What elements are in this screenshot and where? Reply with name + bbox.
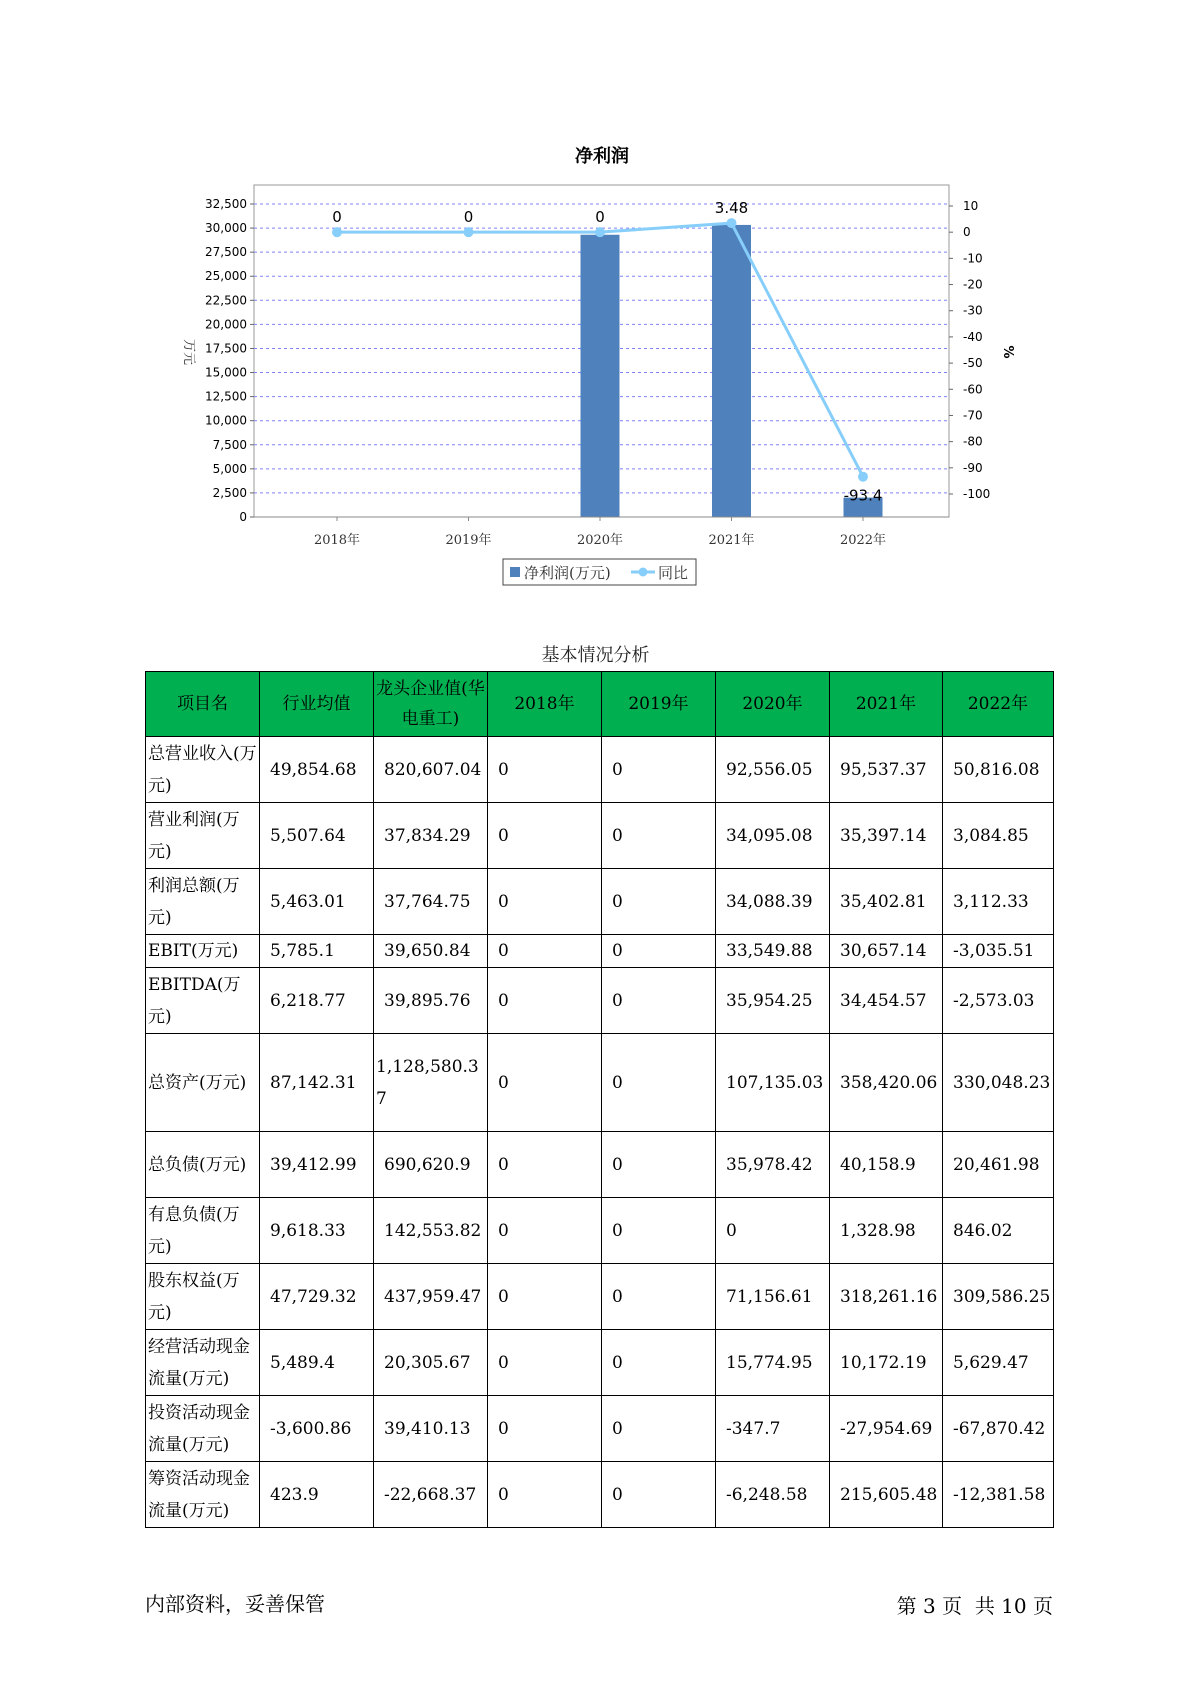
table-cell: 846.02	[943, 1198, 1054, 1264]
table-cell: 0	[716, 1198, 830, 1264]
right-tick-label: -40	[963, 329, 983, 344]
header-2020: 2020年	[716, 672, 830, 737]
table-cell: 1,128,580.37	[374, 1034, 488, 1132]
table-cell: 6,218.77	[260, 968, 374, 1034]
left-tick-label: 2,500	[212, 485, 247, 500]
table-row	[146, 1132, 1054, 1198]
table-cell: 0	[488, 1330, 602, 1396]
x-tick-label: 2020年	[576, 533, 624, 548]
table-cell: 40,158.9	[830, 1132, 943, 1198]
table-header-row	[146, 672, 1054, 737]
table-cell: 5,507.64	[260, 803, 374, 869]
row-label-cell: 股东权益(万元)	[146, 1264, 260, 1330]
basic-analysis-table	[145, 671, 1054, 1528]
table-row	[146, 1396, 1054, 1462]
table-cell: 0	[488, 737, 602, 803]
table-cell: 87,142.31	[260, 1034, 374, 1132]
table-row	[146, 869, 1054, 935]
table-cell: 71,156.61	[716, 1264, 830, 1330]
table-cell: 437,959.47	[374, 1264, 488, 1330]
left-tick-label: 5,000	[212, 461, 247, 476]
table-cell: 37,834.29	[374, 803, 488, 869]
table-cell: 142,553.82	[374, 1198, 488, 1264]
table-cell: 39,410.13	[374, 1396, 488, 1462]
table-cell: 0	[488, 803, 602, 869]
header-2019: 2019年	[602, 672, 716, 737]
yoy-data-label: 0	[463, 208, 474, 227]
legend-bar-swatch	[510, 567, 520, 577]
table-cell: 20,461.98	[943, 1132, 1054, 1198]
right-tick-label: -30	[963, 303, 983, 318]
legend-line-label: 同比	[658, 564, 689, 582]
table-cell: 0	[602, 935, 716, 968]
footer-page-number: 第 3 页 共 10 页	[896, 1594, 1053, 1618]
table-cell: -27,954.69	[830, 1396, 943, 1462]
table-cell: -2,573.03	[943, 968, 1054, 1034]
right-axis-ticks	[949, 199, 990, 501]
table-cell: 0	[488, 869, 602, 935]
table-row	[146, 968, 1054, 1034]
row-label-cell: 利润总额(万元)	[146, 869, 260, 935]
left-tick-label: 12,500	[205, 389, 247, 404]
table-cell: 0	[488, 935, 602, 968]
table-cell: 0	[602, 1264, 716, 1330]
left-tick-label: 30,000	[205, 221, 247, 236]
table-cell: 0	[602, 803, 716, 869]
bar	[712, 225, 751, 517]
right-tick-label: -100	[963, 487, 991, 501]
table-body	[146, 737, 1054, 1528]
table-cell: 690,620.9	[374, 1132, 488, 1198]
table-cell: -3,600.86	[260, 1396, 374, 1462]
table-cell: 0	[488, 1264, 602, 1330]
table-cell: 35,954.25	[716, 968, 830, 1034]
table-cell: 50,816.08	[943, 737, 1054, 803]
table-cell: 47,729.32	[260, 1264, 374, 1330]
table-cell: 0	[488, 1462, 602, 1528]
table-cell: 0	[602, 1462, 716, 1528]
table-cell: 423.9	[260, 1462, 374, 1528]
table-cell: 215,605.48	[830, 1462, 943, 1528]
table-cell: 35,397.14	[830, 803, 943, 869]
right-tick-label: -10	[963, 251, 983, 266]
right-axis-label: %	[1000, 345, 1015, 359]
row-label-cell: 总营业收入(万元)	[146, 737, 260, 803]
table-cell: 0	[602, 1034, 716, 1132]
table-cell: 0	[488, 1132, 602, 1198]
left-tick-label: 27,500	[205, 245, 247, 260]
table-cell: 49,854.68	[260, 737, 374, 803]
table-cell: 15,774.95	[716, 1330, 830, 1396]
right-tick-label: -60	[963, 382, 983, 397]
table-cell: 318,261.16	[830, 1264, 943, 1330]
yoy-data-label: 0	[595, 208, 605, 227]
table-cell: 5,629.47	[943, 1330, 1054, 1396]
table-cell: 39,412.99	[260, 1132, 374, 1198]
header-leader-value: 龙头企业值(华电重工)	[374, 672, 488, 737]
left-tick-label: 0	[239, 510, 247, 524]
table-cell: 0	[602, 968, 716, 1034]
table-cell: 30,657.14	[830, 935, 943, 968]
left-tick-label: 7,500	[212, 437, 247, 452]
right-tick-label: -90	[963, 460, 983, 475]
table-cell: 9,618.33	[260, 1198, 374, 1264]
table-cell: 95,537.37	[830, 737, 943, 803]
table-cell: 0	[488, 1034, 602, 1132]
row-label-cell: EBITDA(万元)	[146, 968, 260, 1034]
table-cell: 3,084.85	[943, 803, 1054, 869]
left-axis-label: 万元	[181, 338, 196, 366]
table-cell: 0	[602, 1330, 716, 1396]
left-tick-label: 20,000	[205, 317, 247, 332]
right-tick-label: -50	[963, 356, 983, 371]
x-tick-label: 2019年	[445, 533, 492, 548]
yoy-data-label: -93.4	[843, 486, 883, 505]
table-row	[146, 803, 1054, 869]
table-cell: 35,402.81	[830, 869, 943, 935]
table-cell: 5,489.4	[260, 1330, 374, 1396]
yoy-data-label: 0	[332, 208, 342, 227]
right-tick-label: -20	[963, 277, 983, 292]
left-tick-label: 25,000	[205, 269, 247, 284]
left-axis-ticks	[205, 197, 254, 524]
table-cell: 33,549.88	[716, 935, 830, 968]
table-row	[146, 1198, 1054, 1264]
table-row	[146, 737, 1054, 803]
table-cell: -347.7	[716, 1396, 830, 1462]
table-cell: 0	[602, 737, 716, 803]
row-label-cell: 投资活动现金流量(万元)	[146, 1396, 260, 1462]
table-cell: 39,650.84	[374, 935, 488, 968]
yoy-point	[858, 472, 868, 482]
table-cell: 92,556.05	[716, 737, 830, 803]
row-label-cell: 经营活动现金流量(万元)	[146, 1330, 260, 1396]
table-cell: -12,381.58	[943, 1462, 1054, 1528]
row-label-cell: 总负债(万元)	[146, 1132, 260, 1198]
table-cell: 0	[488, 968, 602, 1034]
table-cell: 0	[602, 1198, 716, 1264]
right-tick-label: -80	[963, 434, 983, 449]
table-cell: 0	[602, 1132, 716, 1198]
table-cell: 309,586.25	[943, 1264, 1054, 1330]
table-cell: 35,978.42	[716, 1132, 830, 1198]
table-cell: 37,764.75	[374, 869, 488, 935]
header-2021: 2021年	[830, 672, 943, 737]
table-cell: 330,048.23	[943, 1034, 1054, 1132]
table-row	[146, 1462, 1054, 1528]
table-caption: 基本情况分析	[541, 645, 650, 666]
right-tick-label: -70	[963, 408, 983, 423]
right-tick-label: 10	[963, 199, 979, 213]
table-cell: 5,463.01	[260, 869, 374, 935]
table-cell: 0	[488, 1198, 602, 1264]
net-profit-chart	[0, 0, 1191, 600]
left-tick-label: 22,500	[205, 293, 247, 308]
bar	[581, 235, 620, 517]
table-cell: 34,095.08	[716, 803, 830, 869]
table-row	[146, 1264, 1054, 1330]
table-cell: 10,172.19	[830, 1330, 943, 1396]
x-tick-label: 2018年	[313, 533, 361, 548]
table-cell: 20,305.67	[374, 1330, 488, 1396]
header-2018: 2018年	[488, 672, 602, 737]
table-cell: 0	[602, 869, 716, 935]
table-row	[146, 935, 1054, 968]
table-cell: 358,420.06	[830, 1034, 943, 1132]
table-cell: 34,088.39	[716, 869, 830, 935]
category-axis	[254, 517, 949, 548]
x-tick-label: 2021年	[708, 533, 755, 548]
table-row	[146, 1034, 1054, 1132]
chart-legend	[503, 559, 696, 585]
table-cell: -3,035.51	[943, 935, 1054, 968]
left-tick-label: 15,000	[205, 365, 247, 380]
table-cell: 5,785.1	[260, 935, 374, 968]
yoy-point	[595, 227, 605, 237]
left-tick-label: 32,500	[205, 197, 247, 211]
table-cell: 0	[602, 1396, 716, 1462]
table-cell: 820,607.04	[374, 737, 488, 803]
table-cell: 3,112.33	[943, 869, 1054, 935]
yoy-point	[464, 227, 474, 237]
x-tick-label: 2022年	[839, 533, 887, 548]
left-tick-label: 10,000	[205, 413, 247, 428]
legend-bar-label: 净利润(万元)	[524, 564, 611, 582]
table-cell: 1,328.98	[830, 1198, 943, 1264]
right-tick-label: 0	[963, 225, 971, 240]
header-industry-average: 行业均值	[260, 672, 374, 737]
table-cell: -6,248.58	[716, 1462, 830, 1528]
yoy-point	[332, 227, 342, 237]
table-cell: 39,895.76	[374, 968, 488, 1034]
row-label-cell: 有息负债(万元)	[146, 1198, 260, 1264]
row-label-cell: 筹资活动现金流量(万元)	[146, 1462, 260, 1528]
legend-line-marker	[639, 568, 648, 577]
footer-confidential-note: 内部资料，妥善保管	[145, 1592, 325, 1616]
table-cell: 0	[488, 1396, 602, 1462]
yoy-point	[727, 218, 737, 228]
table-row	[146, 1330, 1054, 1396]
yoy-data-label: 3.48	[714, 199, 749, 218]
table-cell: 34,454.57	[830, 968, 943, 1034]
left-tick-label: 17,500	[205, 341, 247, 356]
table-cell: 107,135.03	[716, 1034, 830, 1132]
row-label-cell: EBIT(万元)	[146, 935, 260, 968]
row-label-cell: 总资产(万元)	[146, 1034, 260, 1132]
chart-title: 净利润	[575, 146, 629, 167]
row-label-cell: 营业利润(万元)	[146, 803, 260, 869]
table-cell: -22,668.37	[374, 1462, 488, 1528]
table-cell: -67,870.42	[943, 1396, 1054, 1462]
header-2022: 2022年	[943, 672, 1054, 737]
header-item-name: 项目名	[146, 672, 260, 737]
